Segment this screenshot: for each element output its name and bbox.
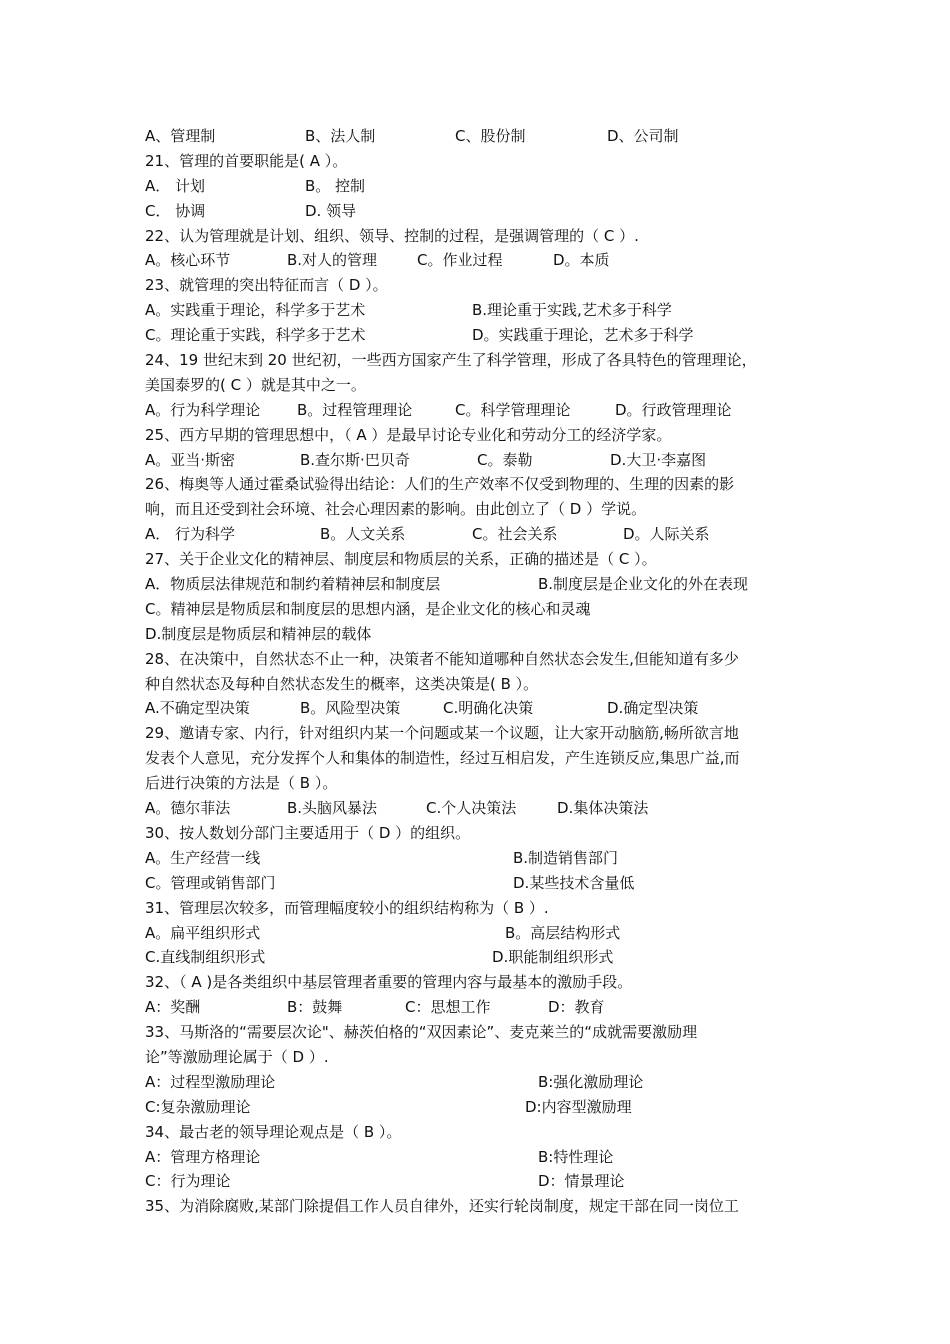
question-text: 28、在决策中，自然状态不止一种，决策者不能知道哪种自然状态会发生,但能知道有多少 [145, 649, 739, 668]
option-row [145, 398, 835, 423]
option: C.个人决策法 [426, 799, 517, 818]
question-text: 美国泰罗的( C ）就是其中之一。 [145, 375, 366, 394]
question-text: 种自然状态及每种自然状态发生的概率，这类决策是( B ）。 [145, 674, 539, 693]
option-row [145, 298, 835, 323]
option: B。高层结构形式 [505, 923, 621, 942]
option: A．物质层法律规范和制约着精神层和制度层 [145, 575, 441, 594]
option: C。理论重于实践，科学多于艺术 [145, 326, 366, 345]
question-text: 30、按人数划分部门主要适用于（ D ）的组织。 [145, 823, 471, 842]
option: C:复杂激励理论 [145, 1097, 251, 1116]
option: D：教育 [548, 998, 605, 1017]
option: D.确定型决策 [607, 699, 699, 718]
option: A。德尔菲法 [145, 799, 231, 818]
option-row [145, 995, 835, 1020]
option: D.某些技术含量低 [513, 873, 635, 892]
option: C.直线制组织形式 [145, 948, 266, 967]
option: C。作业过程 [417, 251, 503, 270]
option-row [145, 199, 835, 224]
option-row [145, 248, 835, 273]
question-text: 35、为消除腐败,某部门除提倡工作人员自律外，还实行轮岗制度，规定干部在同一岗位工 [145, 1197, 739, 1216]
option: B.制度层是企业文化的外在表现 [538, 575, 749, 594]
option: B.对人的管理 [287, 251, 378, 270]
document-page [145, 124, 835, 1219]
option: B。过程管理理论 [297, 400, 413, 419]
option-row [145, 945, 835, 970]
question-text: 24、19 世纪末到 20 世纪初，一些西方国家产生了科学管理，形成了各具特色的管理理论， [145, 351, 757, 370]
option-row [145, 1070, 835, 1095]
question-text: 后进行决策的方法是（ B ）。 [145, 774, 338, 793]
question-text: 响，而且还受到社会环境、社会心理因素的影响。由此创立了（ D ）学说。 [145, 500, 647, 519]
option: B.查尔斯·巴贝奇 [300, 450, 410, 469]
question-text: 21、管理的首要职能是( A ）。 [145, 151, 348, 170]
option-row [145, 174, 835, 199]
option: B、法人制 [305, 127, 376, 145]
option: C． 协调 [145, 201, 206, 220]
option-row [145, 796, 835, 821]
option: A。核心环节 [145, 251, 231, 270]
question-text: 发表个人意见，充分发挥个人和集体的制造性，经过互相启发，产生连锁反应,集思广益,而 [145, 749, 740, 768]
option: D. 领导 [305, 201, 357, 220]
option: A。实践重于理论，科学多于艺术 [145, 301, 366, 320]
option: C：思想工作 [405, 998, 491, 1017]
option-row [145, 696, 835, 721]
question-text: 29、邀请专家、内行，针对组织内某一个问题或某一个议题，让大家开动脑筋,畅所欲言地 [145, 724, 739, 743]
option: A：管理方格理论 [145, 1147, 261, 1166]
option-row [145, 124, 835, 149]
question-text: C。精神层是物质层和制度层的思想内涵，是企业文化的核心和灵魂 [145, 599, 591, 618]
option: A。扁平组织形式 [145, 923, 261, 942]
option: B:强化激励理论 [538, 1072, 644, 1091]
question-text: D.制度层是物质层和精神层的载体 [145, 624, 372, 643]
question-text: 33、马斯洛的“需要层次论"、赫茨伯格的“双因素论”、麦克莱兰的“成就需要激励理 [145, 1023, 698, 1042]
question-text: 31、管理层次较多，而管理幅度较小的组织结构称为（ B ）. [145, 898, 549, 917]
question-text: 25、西方早期的管理思想中，（ A ）是最早讨论专业化和劳动分工的经济学家。 [145, 425, 672, 444]
option: C。管理或销售部门 [145, 873, 276, 892]
option-row [145, 1169, 835, 1194]
option: A。亚当·斯密 [145, 450, 236, 469]
option-row [145, 846, 835, 871]
option: B。 控制 [305, 176, 366, 195]
option: D。实践重于理论，艺术多于科学 [472, 326, 694, 345]
option: B。人文关系 [320, 525, 406, 544]
question-text: 论”等激励理论属于（ D ）. [145, 1047, 329, 1066]
option: B.制造销售部门 [513, 848, 619, 867]
option-row [145, 323, 835, 348]
option-row [145, 572, 835, 597]
option: B.头脑风暴法 [287, 799, 378, 818]
question-text: 22、认为管理就是计划、组织、领导、控制的过程，是强调管理的（ C ）. [145, 226, 639, 245]
option: C.明确化决策 [443, 699, 534, 718]
option: C。泰勒 [477, 450, 533, 469]
option: D:内容型激励理 [525, 1097, 632, 1116]
option: B。风险型决策 [300, 699, 401, 718]
option: B：鼓舞 [287, 998, 343, 1017]
option: D。本质 [553, 251, 610, 270]
option: D：情景理论 [538, 1172, 625, 1191]
option: A． 计划 [145, 176, 206, 195]
option: A.不确定型决策 [145, 699, 250, 718]
option: C、股份制 [455, 127, 526, 145]
question-text: 27、关于企业文化的精神层、制度层和物质层的关系，正确的描述是（ C ）。 [145, 550, 657, 569]
option: A。行为科学理论 [145, 400, 261, 419]
option: A、管理制 [145, 127, 216, 145]
option: B.理论重于实践,艺术多于科学 [472, 301, 672, 320]
question-text: 23、就管理的突出特征而言（ D ）。 [145, 276, 388, 295]
option: D.职能制组织形式 [492, 948, 614, 967]
option: D.大卫·李嘉图 [610, 450, 707, 469]
option: C：行为理论 [145, 1172, 231, 1191]
option: A：过程型激励理论 [145, 1072, 276, 1091]
question-text: 34、最古老的领导理论观点是（ B ）。 [145, 1122, 402, 1141]
option: D.集体决策法 [557, 799, 649, 818]
option: D、公司制 [607, 127, 679, 145]
option: D。行政管理理论 [615, 400, 732, 419]
question-text: 32、（ A )是各类组织中基层管理者重要的管理内容与最基本的激励手段。 [145, 973, 633, 992]
option-row [145, 522, 835, 547]
option: B:特性理论 [538, 1147, 614, 1166]
option: C。科学管理理论 [455, 400, 571, 419]
option: A。生产经营一线 [145, 848, 261, 867]
option-row [145, 448, 835, 473]
question-text: 26、梅奥等人通过霍桑试验得出结论：人们的生产效率不仅受到物理的、生理的因素的影 [145, 475, 735, 494]
option-row [145, 1095, 835, 1120]
option: A． 行为科学 [145, 525, 236, 544]
option: C。社会关系 [472, 525, 558, 544]
option-row [145, 871, 835, 896]
option: D。人际关系 [623, 525, 710, 544]
option: A：奖酬 [145, 998, 201, 1017]
option-row [145, 1145, 835, 1170]
option-row [145, 921, 835, 946]
